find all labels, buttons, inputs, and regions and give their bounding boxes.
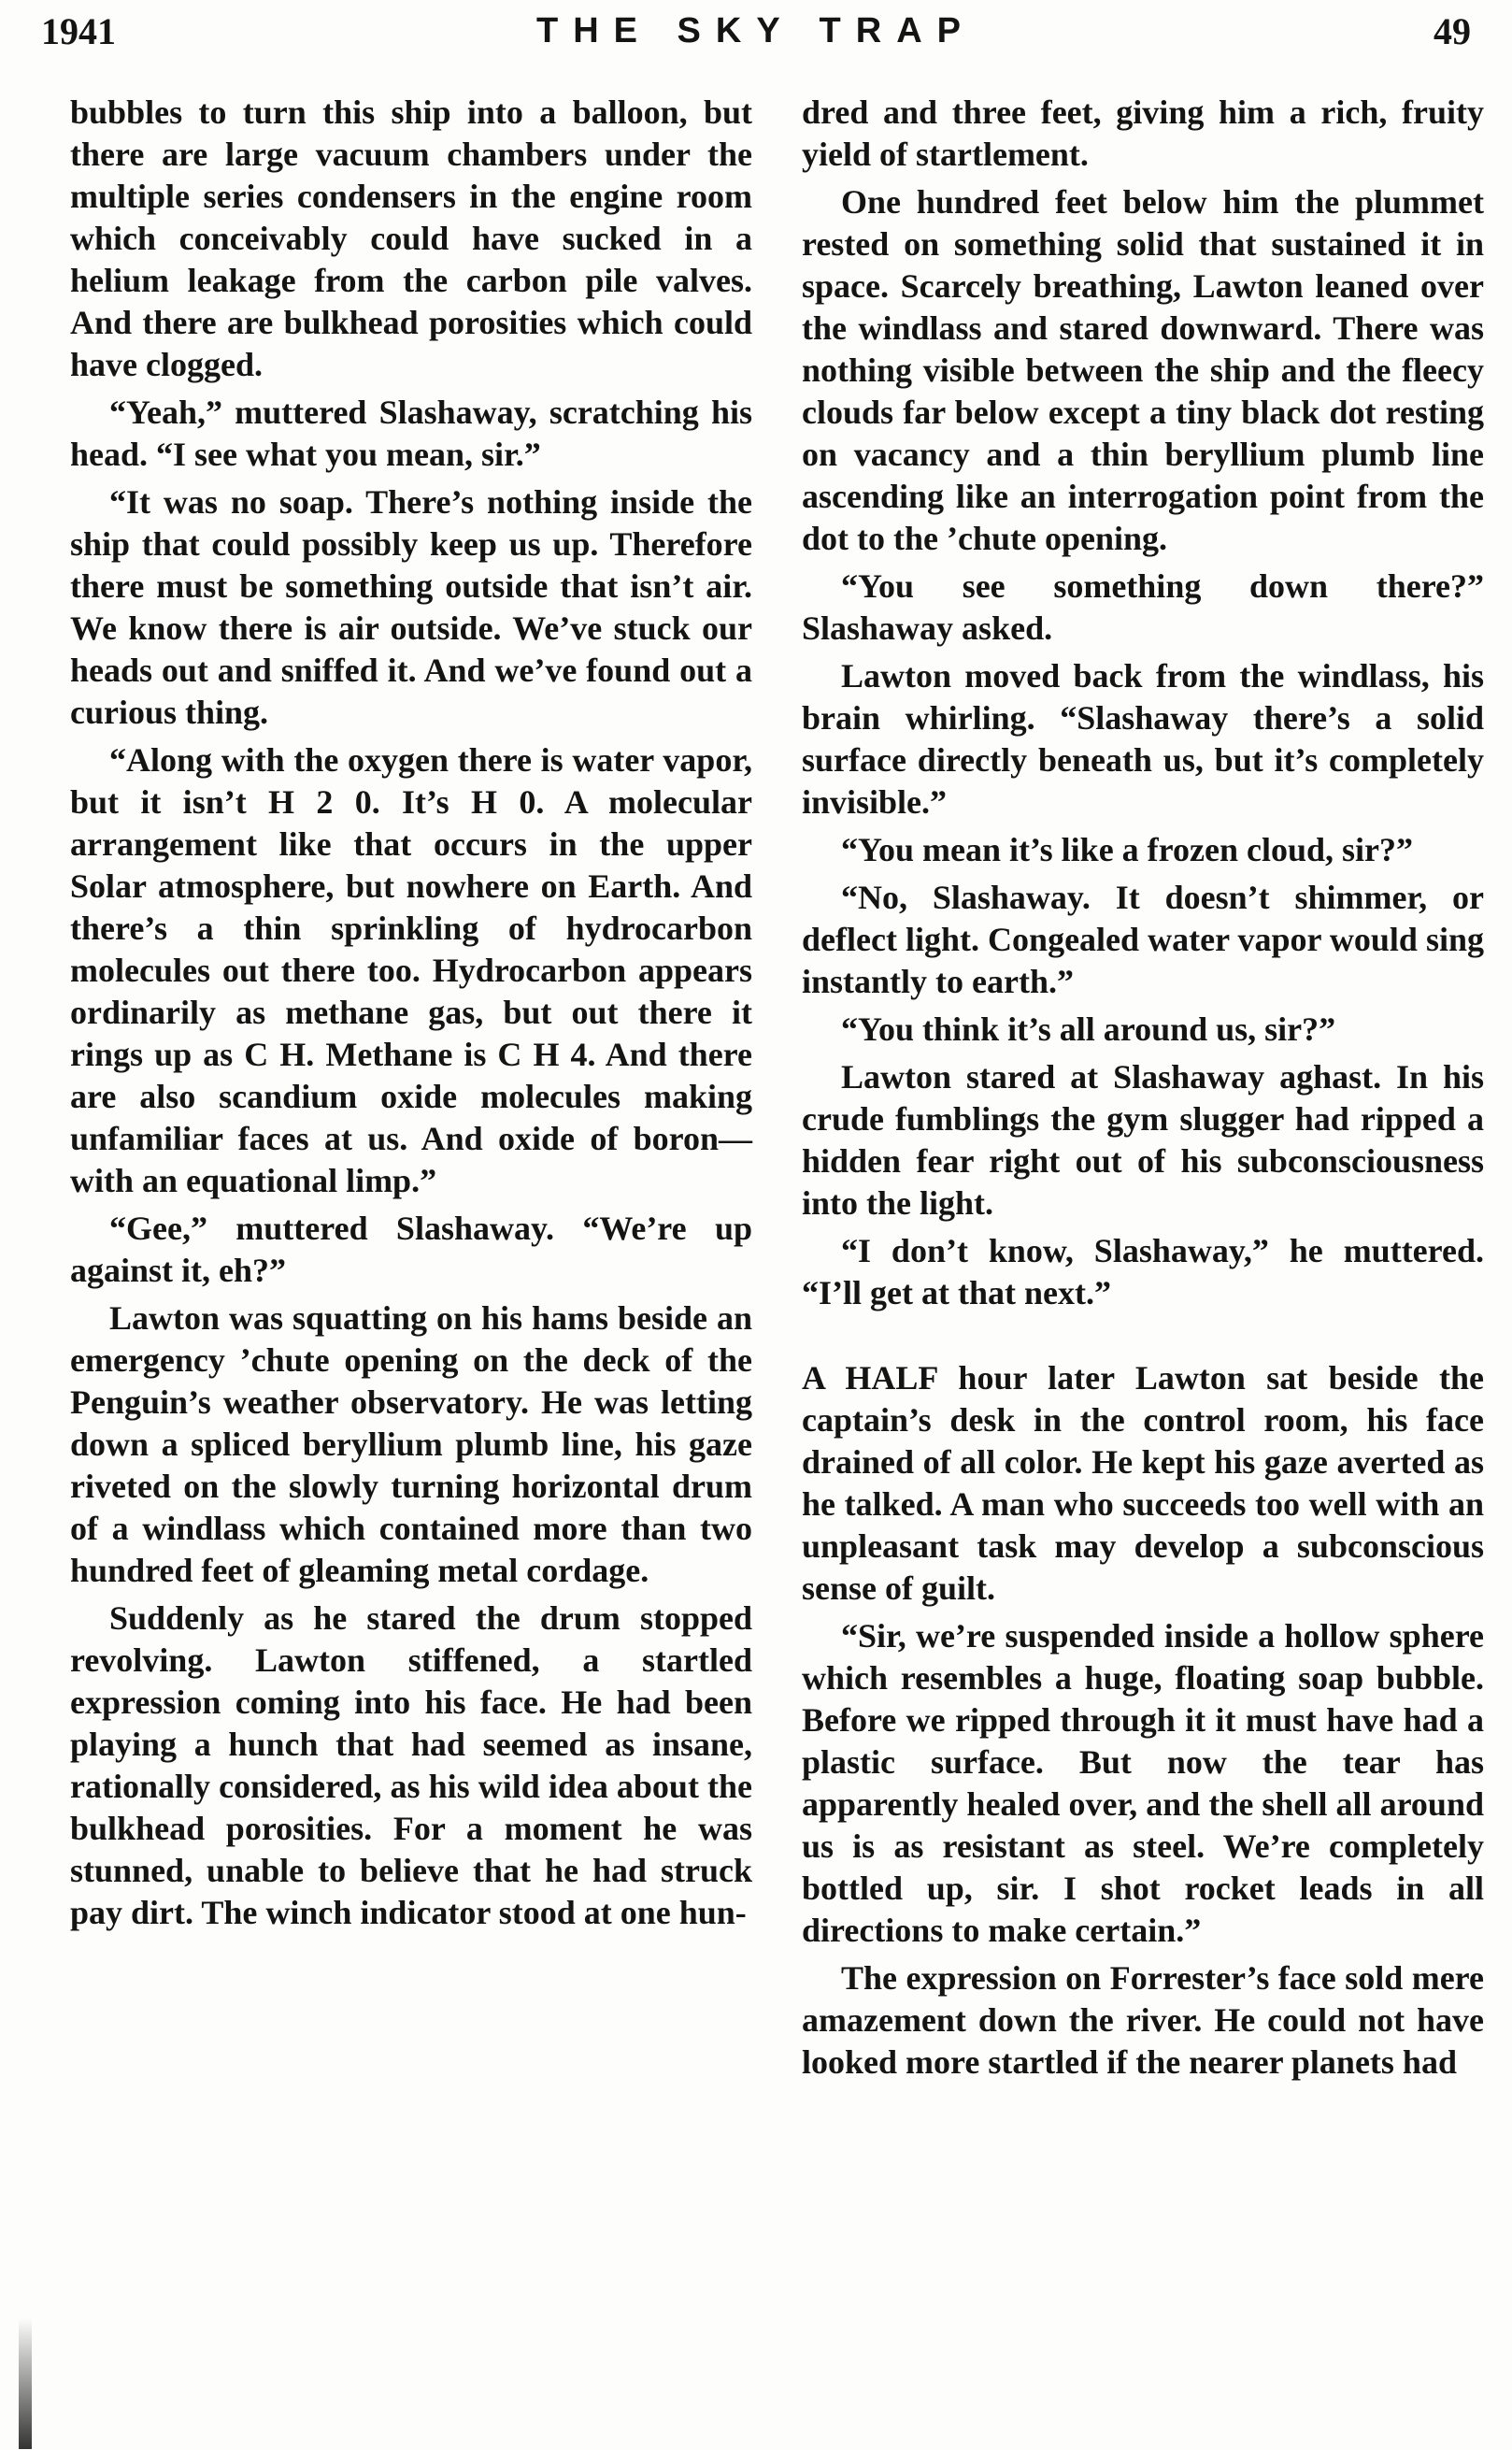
paragraph: “It was no soap. There’s nothing inside the ship that could possibly keep us up. Therefore there must be something outside that isn’t air. We know there is air outside. We’ve stuck our heads out and sniffed it. And we’ve found out a curious thing. (70, 483, 752, 731)
paragraph: bubbles to turn this ship into a balloon, but there are large vacuum chambers under the multiple series condensers in the engine room which conceivably could have sucked in a helium leakage from the carbon pile valves. And there are bulkhead porosities which could have clogged. (70, 93, 752, 383)
left-column (70, 92, 752, 1940)
header-title: THE SKY TRAP (535, 11, 976, 50)
paragraph: “You see something down there?” Slashaway asked. (802, 567, 1484, 647)
paragraph: Lawton moved back from the windlass, his brain whirling. “Slashaway there’s a solid surface directly beneath us, but it’s completely invisible.” (802, 657, 1484, 821)
paragraph: “You mean it’s like a frozen cloud, sir?” (841, 831, 1413, 868)
page-number: 49 (1434, 10, 1471, 52)
paragraph: dred and three feet, giving him a rich, fruity yield of startlement. (802, 93, 1484, 173)
paragraph: Lawton was squatting on his hams beside an emergency ’chute opening on the deck of the Penguin’s weather observatory. He was letting down a spliced beryllium plumb line, his gaze riveted on the slowly turning horizontal drum of a windlass which contained more than two hundred feet of gleaming metal cordage. (70, 1299, 752, 1589)
paragraph: “Sir, we’re suspended inside a hollow sphere which resembles a huge, floating soap bubble. Before we ripped through it it must have had a plastic surface. But now the tear has apparently healed over, and the shell all around us is as resistant as steel. We’re completely bottled up, sir. I shot rocket leads in all directions to make certain.” (802, 1617, 1484, 1949)
paragraph: “No, Slashaway. It doesn’t shimmer, or deflect light. Congealed water vapor would sing instantly to earth.” (802, 879, 1484, 1000)
paragraph: “Gee,” muttered Slashaway. “We’re up against it, eh?” (70, 1210, 752, 1289)
running-header (34, 9, 1478, 62)
paragraph: The expression on Forrester’s face sold mere amazement down the river. He could not have looked more startled if the nearer planets had (802, 1959, 1484, 2081)
paragraph: “You think it’s all around us, sir?” (841, 1010, 1336, 1048)
section-break-paragraph: A HALF hour later Lawton sat beside the captain’s desk in the control room, his face drained of all color. He kept his gaze averted as he talked. A man who succeeds too well with an unpleasant task may develop a subconscious sense of guilt. (802, 1359, 1484, 1607)
paragraph: Lawton stared at Slashaway aghast. In his crude fumblings the gym slugger had ripped a hidden fear right out of his subconsciousness into the light. (802, 1058, 1484, 1222)
header-year: 1941 (41, 10, 116, 52)
paragraph: “Along with the oxygen there is water vapor, but it isn’t H 2 0. It’s H 0. A molecular arrangement like that occurs in the upper Solar atmosphere, but nowhere on Earth. And there’s a thin sprinkling of hydrocarbon molecules out there too. Hydrocarbon appears ordinarily as methane gas, but out there it rings up as C H. Methane is C H 4. And there are also scandium oxide molecules making unfamiliar faces at us. And oxide of boron—with an equational limp.” (70, 741, 752, 1199)
scan-edge-shadow (19, 2318, 32, 2449)
paragraph: Suddenly as he stared the drum stopped revolving. Lawton stiffened, a startled expression coming into his face. He had been playing a hunch that had seemed as insane, rationally considered, as his wild idea about the bulkhead porosities. For a moment he was stunned, unable to believe that he had struck pay dirt. The winch indicator stood at one hun- (70, 1599, 752, 1931)
paragraph: “I don’t know, Slashaway,” he muttered. “I’ll get at that next.” (802, 1232, 1484, 1311)
paragraph: One hundred feet below him the plummet rested on something solid that sustained it in space. Scarcely breathing, Lawton leaned over the windlass and stared downward. There was nothing visible between the ship and the fleecy clouds far below except a tiny black dot resting on vacancy and a thin beryllium plumb line ascending like an interrogation point from the dot to the ’chute opening. (802, 183, 1484, 557)
paragraph: “Yeah,” muttered Slashaway, scratching his head. “I see what you mean, sir.” (70, 394, 752, 473)
right-column (802, 92, 1484, 2089)
